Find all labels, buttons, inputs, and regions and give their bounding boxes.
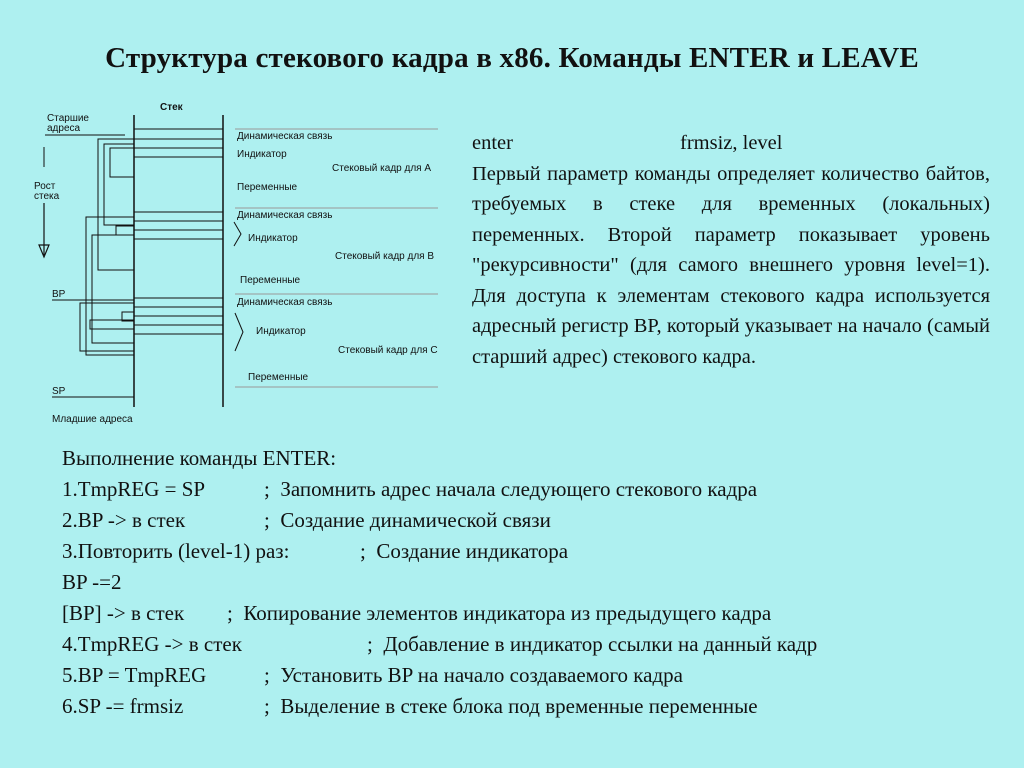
step-row bbox=[62, 629, 962, 660]
frame-a-variables: Переменные bbox=[237, 182, 298, 193]
step-row bbox=[62, 660, 962, 691]
high-address-label-2: адреса bbox=[47, 123, 81, 134]
frame-c-label: Стековый кадр для С bbox=[338, 345, 438, 356]
stack-column bbox=[134, 115, 223, 407]
low-address-label: Младшие адреса bbox=[52, 414, 133, 425]
high-address-label-1: Старшие bbox=[47, 113, 89, 124]
sp-label: SP bbox=[52, 386, 66, 397]
bp-label: BP bbox=[52, 289, 66, 300]
frame-c-variables: Переменные bbox=[248, 372, 309, 383]
frame-b-indicator: Индикатор bbox=[248, 233, 298, 244]
stack-growth-label-1: Рост bbox=[34, 181, 56, 192]
description-paragraph: Первый параметр команды определяет количество байтов, требуемых в стеке для временных (локальных) переменных. Второй параметр показывает уровень "рекурсивности" (для самого внешнего уровня level=1). Для доступа к элементам стекового кадра используется адресный регистр BP, который указывает на начало (самый старший адрес) стекового кадра. bbox=[472, 162, 990, 368]
step-row bbox=[62, 536, 962, 567]
step-comment: ; Создание динамической связи bbox=[264, 508, 551, 532]
enter-syntax bbox=[472, 128, 990, 159]
step-row bbox=[62, 691, 962, 722]
frame-c-dynamic-link: Динамическая связь bbox=[237, 297, 333, 308]
step-command: 4.TmpREG -> в стек bbox=[62, 632, 242, 656]
step-comment: ; Установить BP на начало создаваемого кадра bbox=[264, 663, 683, 687]
frame-a-label: Стековый кадр для А bbox=[332, 163, 432, 174]
step-row bbox=[62, 505, 962, 536]
frame-a-indicator: Индикатор bbox=[237, 149, 287, 160]
enter-steps bbox=[62, 443, 962, 722]
frame-c-indicator: Индикатор bbox=[256, 326, 306, 337]
step-comment: ; Создание индикатора bbox=[360, 539, 569, 563]
enter-description bbox=[472, 128, 990, 372]
step-command: 5.BP = TmpREG bbox=[62, 663, 207, 687]
enter-keyword: enter bbox=[472, 132, 513, 154]
step-command: 3.Повторить (level-1) раз: bbox=[62, 539, 290, 563]
step-comment: ; Добавление в индикатор ссылки на данный кадр bbox=[367, 632, 818, 656]
step-command: 6.SP -= frmsiz bbox=[62, 694, 184, 718]
step-command: 1.TmpREG = SP bbox=[62, 477, 206, 501]
indicator-link-lines bbox=[80, 139, 134, 355]
step-comment: ; Запомнить адрес начала следующего стекового кадра bbox=[264, 477, 758, 501]
steps-title: Выполнение команды ENTER: bbox=[62, 446, 337, 470]
enter-params: frmsiz, level bbox=[680, 132, 783, 154]
frame-a-dynamic-link: Динамическая связь bbox=[237, 131, 333, 142]
step-command: 2.BP -> в стек bbox=[62, 508, 186, 532]
step-command: [BP] -> в стек bbox=[62, 601, 185, 625]
step-comment: ; Копирование элементов индикатора из предыдущего кадра bbox=[227, 601, 772, 625]
step-row bbox=[62, 567, 962, 598]
frame-b-dynamic-link: Динамическая связь bbox=[237, 210, 333, 221]
stack-frame-diagram bbox=[30, 95, 470, 435]
stack-label: Стек bbox=[160, 102, 183, 113]
step-command: BP -=2 bbox=[62, 570, 122, 594]
step-comment: ; Выделение в стеке блока под временные переменные bbox=[264, 694, 758, 718]
frame-b-variables: Переменные bbox=[240, 275, 301, 286]
stack-growth-label-2: стека bbox=[34, 191, 60, 202]
slide-title: Структура стекового кадра в x86. Команды ENTER и LEAVE bbox=[105, 42, 919, 74]
step-row bbox=[62, 474, 962, 505]
step-row bbox=[62, 598, 962, 629]
frame-b-label: Стековый кадр для В bbox=[335, 251, 435, 262]
